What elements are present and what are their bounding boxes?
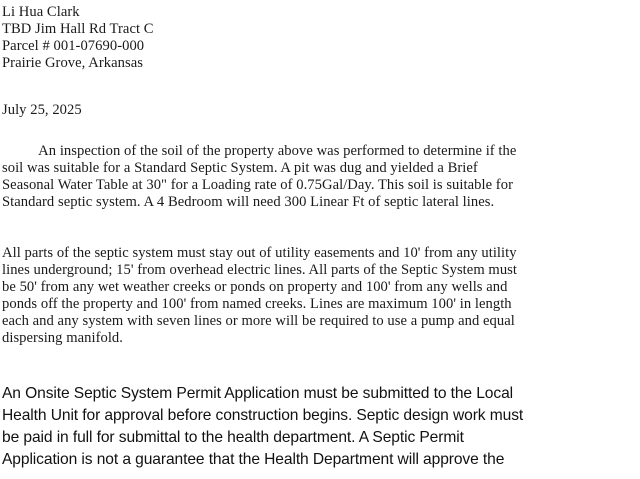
paragraph-line: Standard septic system. A 4 Bedroom will need 300 Linear Ft of septic lateral lines.: [2, 194, 495, 210]
letter-date: July 25, 2025: [2, 102, 82, 118]
address-city: Prairie Grove, Arkansas: [2, 55, 143, 71]
paragraph-line: An Onsite Septic System Permit Application must be submitted to the Local: [2, 385, 514, 402]
paragraph-line: be paid in full for submittal to the health department. A Septic Permit: [2, 429, 464, 446]
paragraph-line: All parts of the septic system must stay out of utility easements and 10' from any utility: [2, 245, 517, 261]
paragraph-line: soil was suitable for a Standard Septic System. A pit was dug and yielded a Brief: [2, 160, 478, 176]
paragraph-line: dispersing manifold.: [2, 330, 123, 346]
paragraph-line: Application is not a guarantee that the Health Department will approve the: [2, 451, 505, 468]
paragraph-line: each and any system with seven lines or more will be required to use a pump and equal: [2, 313, 515, 329]
paragraph-line: An inspection of the soil of the property above was performed to determine if the: [2, 143, 517, 159]
address-parcel: Parcel # 001-07690-000: [2, 38, 145, 54]
paragraph-line: Health Unit for approval before construction begins. Septic design work must: [2, 407, 524, 424]
paragraph-line: be 50' from any wet weather creeks or ponds on property and 100' from any wells and: [2, 279, 508, 295]
paragraph-line: Seasonal Water Table at 30" for a Loading rate of 0.75Gal/Day. This soil is suitable for: [2, 177, 513, 193]
address-road: TBD Jim Hall Rd Tract C: [2, 21, 154, 37]
paragraph-line: lines underground; 15' from overhead electric lines. All parts of the Septic System must: [2, 262, 518, 278]
address-name: Li Hua Clark: [2, 4, 80, 20]
paragraph-line: ponds off the property and 100' from named creeks. Lines are maximum 100' in length: [2, 296, 512, 312]
